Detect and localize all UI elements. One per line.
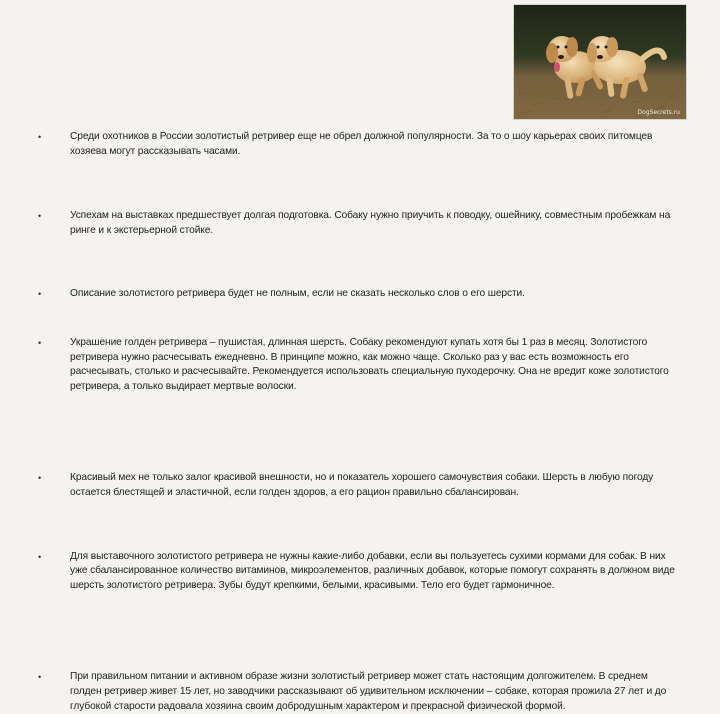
- list-item: [38, 287, 678, 302]
- bullet-icon: •: [38, 337, 42, 348]
- bullet-icon: •: [38, 132, 42, 142]
- bullet-icon: •: [38, 211, 42, 222]
- list-item: [38, 550, 678, 594]
- list-item: [38, 670, 678, 714]
- bullet-icon: •: [38, 672, 42, 683]
- bullet-icon: •: [38, 473, 42, 484]
- list-item: [38, 336, 678, 394]
- list-item-text: Успехам на выставках предшествует долгая подготовка. Собаку нужно приучить к поводку, ошейнику, совместным пробежкам на ринге и к экстерьерной стойке.: [70, 210, 671, 236]
- list-item: [38, 209, 678, 238]
- puppies-illustration: [514, 5, 686, 119]
- list-item-text: Украшение голден ретривера – пушистая, длинная шерсть. Собаку рекомендуют купать хотя бы 1 раз в месяц. Золотистого ретривера нужно расчесывать ежедневно. В принципе можно, как можно чаще. Сколько раз у вас есть возможность его расчесывать, столько и расчесывайте. Рекомендуется использовать специальную пуходерочку. Она не вредит коже золотистого ретривера, а только выдирает мертвые волоски.: [70, 336, 669, 392]
- bullet-icon: •: [38, 551, 42, 562]
- list-item-text: Для выставочного золотистого ретривера не нужны какие-либо добавки, если вы пользуетесь сухими кормами для собак. В них уже сбалансированное количество витаминов, микроэлементов, различных добавок, которые помогут сохранять в должном виде шерсть золотистого ретривера. Зубы будут крепкими, белыми, красивыми. Тело его будет гармоничное.: [70, 550, 675, 591]
- puppies-photo: [513, 4, 687, 120]
- list-item-text: Описание золотистого ретривера будет не полным, если не сказать несколько слов о его шерсти.: [70, 288, 525, 300]
- photo-watermark: DogSecrets.ru: [637, 109, 680, 116]
- bullet-icon: •: [38, 289, 42, 300]
- bullet-list: [38, 130, 678, 712]
- list-item: [38, 471, 678, 500]
- list-item: [38, 130, 678, 159]
- list-item-text: Красивый мех не только залог красивой внешности, но и показатель хорошего самочувствия собаки. Шерсть в любую погоду остается блестящей и эластичной, если голден здоров, а его рацион правильно сбалансирован.: [70, 472, 654, 498]
- list-item-text: При правильном питании и активном образе жизни золотистый ретривер может стать настоящим долгожителем. В среднем голден ретривер живет 15 лет, но заводчики рассказывают об удивительном исключении – собаке, которая прожила 27 лет и до глубокой старости радовала хозяина своим добродушным характером и прекрасной физической формой.: [70, 671, 667, 712]
- list-item-text: Среди охотников в России золотистый ретривер еще не обрел должной популярности. За то о шоу карьерах своих питомцев хозяева могут рассказывать часами.: [70, 131, 653, 157]
